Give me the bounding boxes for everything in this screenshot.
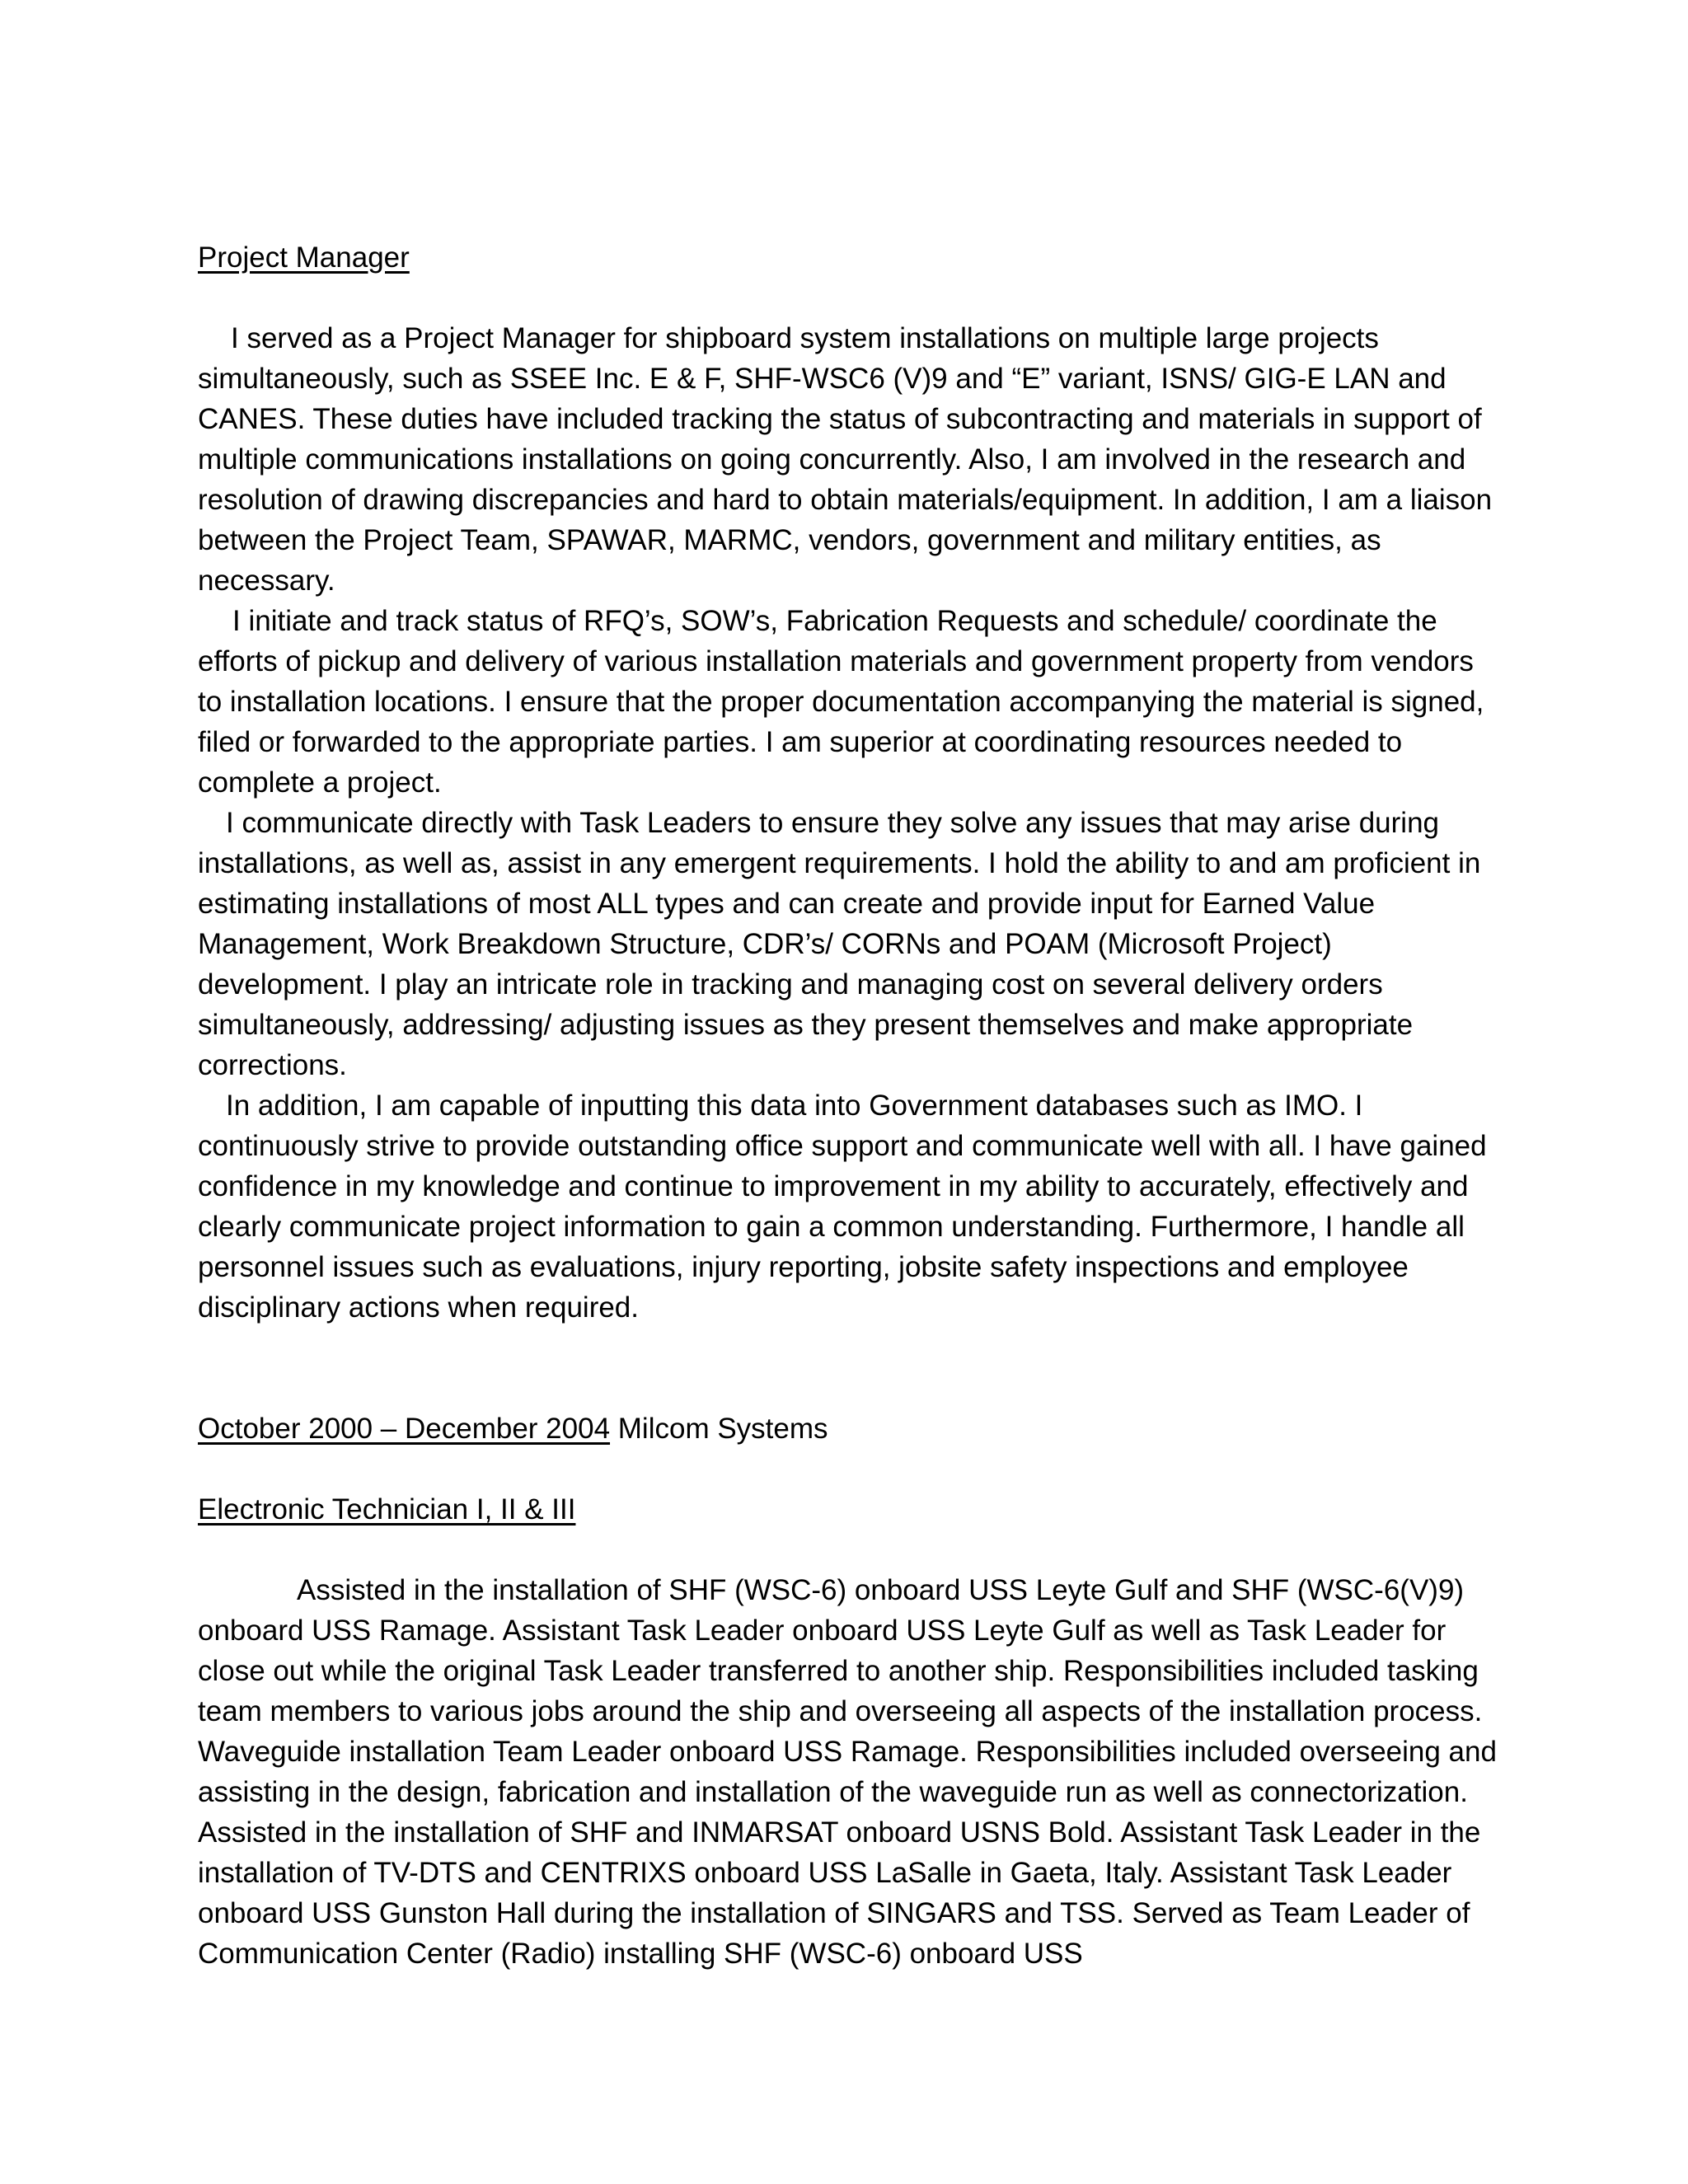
document-body [198, 237, 1500, 1974]
spacer [198, 1530, 1500, 1570]
paragraph-et-1: Assisted in the installation of SHF (WSC-6) onboard USS Leyte Gulf and SHF (WSC-6(V)9) onboard USS Ramage. Assistant Task Leader onboard USS Leyte Gulf as well as Task Leader for close out while the original Task Leader transferred to another ship. Responsibilities included tasking team members to various jobs around the ship and overseeing all aspects of the installation process. Waveguide installation Team Leader onboard USS Ramage. Responsibilities included overseeing and assisting in the design, fabrication and installation of the waveguide run as well as connectorization. Assisted in the installation of SHF and INMARSAT onboard USNS Bold. Assistant Task Leader in the installation of TV-DTS and CENTRIXS onboard USS LaSalle in Gaeta, Italy. Assistant Task Leader onboard USS Gunston Hall during the installation of SINGARS and TSS. Served as Team Leader of Communication Center (Radio) installing SHF (WSC-6) onboard USS [198, 1574, 1497, 1970]
employer-name: Milcom Systems [610, 1413, 828, 1445]
paragraph-pm-3: I communicate directly with Task Leaders to ensure they solve any issues that may arise during installations, as well as, assist in any emergent requirements. I hold the ability to and am proficient in estimating installations of most ALL types and can create and provide input for Earned Value Management, Work Breakdown Structure, CDR’s/ CORNs and POAM (Microsoft Project) development. I play an intricate role in tracking and managing cost on several delivery orders simultaneously, addressing/ adjusting issues as they present themselves and make appropriate corrections. [198, 807, 1481, 1081]
employment-dates-line [198, 1408, 1500, 1449]
spacer [198, 1328, 1500, 1408]
section-heading-electronic-technician: Electronic Technician I, II & III [198, 1493, 576, 1526]
spacer [198, 278, 1500, 318]
paragraph-pm-1: I served as a Project Manager for shipboard system installations on multiple large projects simultaneously, such as SSEE Inc. E & F, SHF-WSC6 (V)9 and “E” variant, ISNS/ GIG-E LAN and CANES. These duties have included tracking the status of subcontracting and materials in support of multiple communications installations on going concurrently. Also, I am involved in the research and resolution of drawing discrepancies and hard to obtain materials/equipment. In addition, I am a liaison between the Project Team, SPAWAR, MARMC, vendors, government and military entities, as necessary. [198, 322, 1493, 597]
paragraph-pm-4: In addition, I am capable of inputting this data into Government databases such as IMO. I continuously strive to provide outstanding office support and communicate well with all. I have gained confidence in my knowledge and continue to improvement in my ability to accurately, effectively and clearly communicate project information to gain a common understanding. Furthermore, I handle all personnel issues such as evaluations, injury reporting, jobsite safety inspections and employee disciplinary actions when required. [198, 1090, 1487, 1324]
spacer [198, 1449, 1500, 1489]
employment-dates: October 2000 – December 2004 [198, 1413, 611, 1445]
paragraph-pm-2: I initiate and track status of RFQ’s, SOW’s, Fabrication Requests and schedule/ coordinate the efforts of pickup and delivery of various installation materials and government property from vendors to installation locations. I ensure that the proper documentation accompanying the material is signed, filed or forwarded to the appropriate parties. I am superior at coordinating resources needed to complete a project. [198, 605, 1484, 799]
section-heading-project-manager: Project Manager [198, 241, 410, 274]
